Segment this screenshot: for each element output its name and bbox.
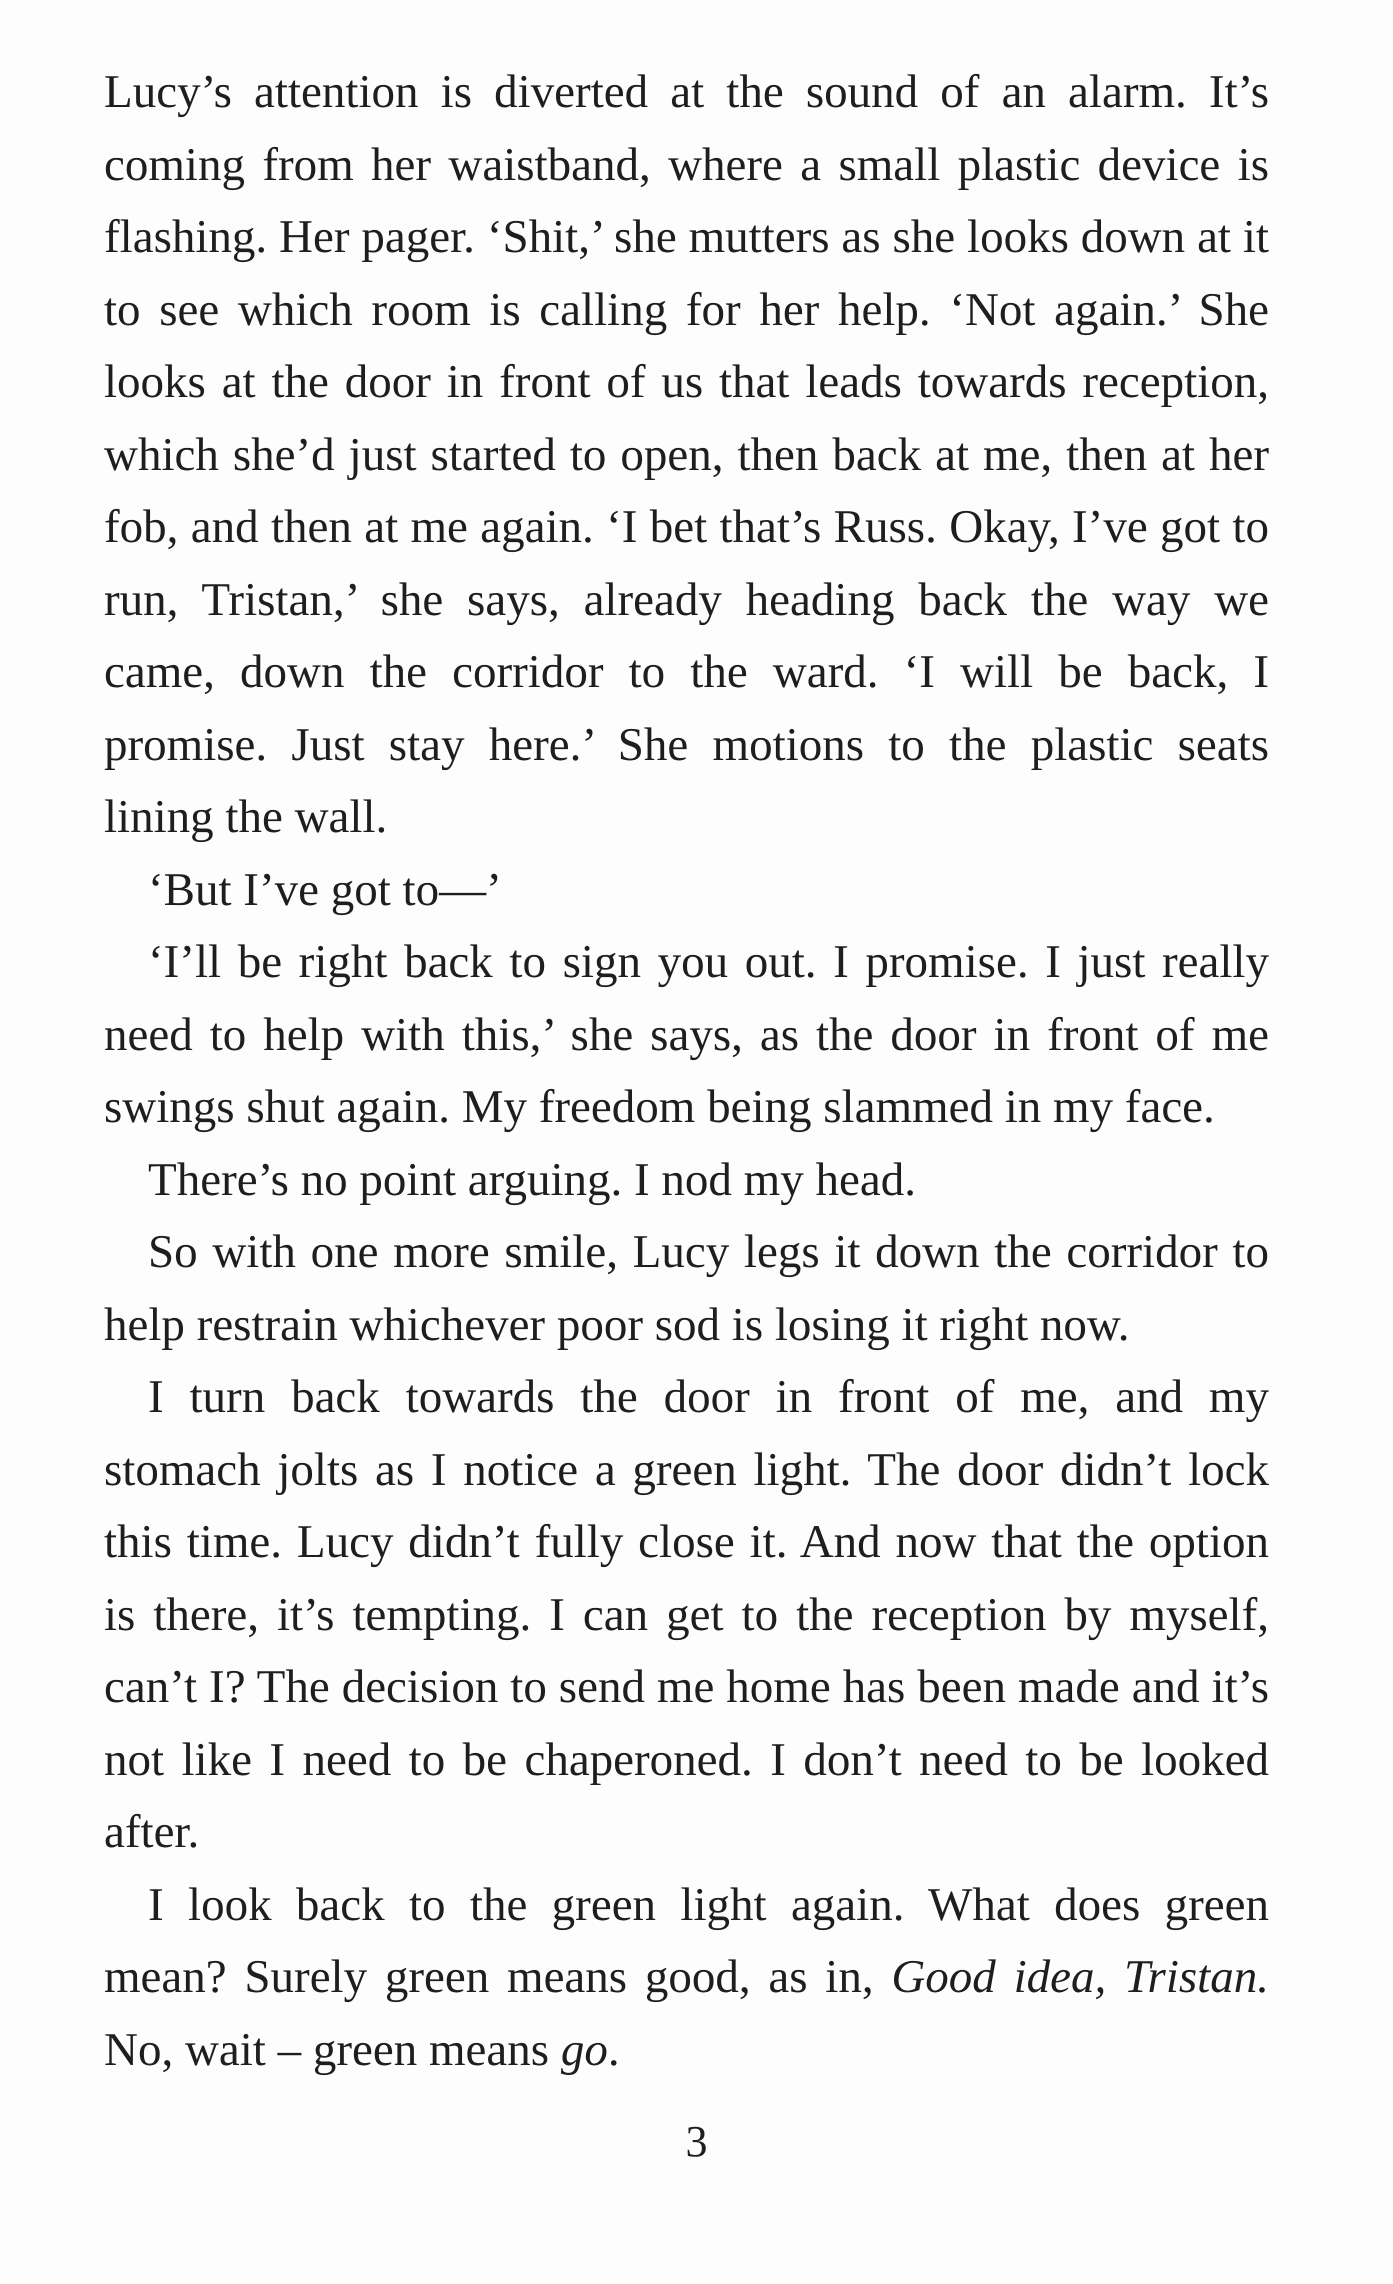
book-page-body	[104, 56, 1269, 2086]
page-number: 3	[685, 2117, 708, 2166]
paragraph-7-italic-1: Good idea, Tristan.	[891, 1951, 1269, 2003]
paragraph-2: ‘But I’ve got to—’	[148, 863, 502, 916]
paragraph-7-italic-2: go	[560, 2023, 608, 2076]
paragraph-7-text-2: No, wait – green means	[104, 2023, 561, 2076]
paragraph-5: So with one more smile, Lucy legs it down the corridor to help restrain whichever poor sod is losing it right now.	[104, 1226, 1269, 1351]
paragraph-6: I turn back towards the door in front of me, and my stomach jolts as I notice a green light. The door didn’t lock this time. Lucy didn’t fully close it. And now that the option is there, it’s tempting. I can get to the reception by myself, can’t I? The decision to send me home has been made and it’s not like I need to be chaperoned. I don’t need to be looked after.	[104, 1371, 1269, 1858]
paragraph-7	[104, 1869, 1269, 2087]
paragraph-4: There’s no point arguing. I nod my head.	[148, 1153, 916, 1206]
paragraph-7-text-3: .	[607, 2023, 620, 2076]
paragraph-7-text-1: I look back to the green light again. What does green mean? Surely green means good, as in,	[104, 1878, 1269, 2003]
paragraph-3: ‘I’ll be right back to sign you out. I promise. I just really need to help with this,’ she says, as the door in front of me swings shut again. My freedom being slammed in my face.	[104, 936, 1269, 1133]
paragraph-1: Lucy’s attention is diverted at the sound of an alarm. It’s coming from her waistband, where a small plastic device is flashing. Her pager. ‘Shit,’ she mutters as she looks down at it to see which room is calling for her help. ‘Not again.’ She looks at the door in front of us that leads towards reception, which she’d just started to open, then back at me, then at her fob, and then at me again. ‘I bet that’s Russ. Okay, I’ve got to run, Tristan,’ she says, already heading back the way we came, down the corridor to the ward. ‘I will be back, I promise. Just stay here.’ She motions to the plastic seats lining the wall.	[104, 66, 1269, 843]
